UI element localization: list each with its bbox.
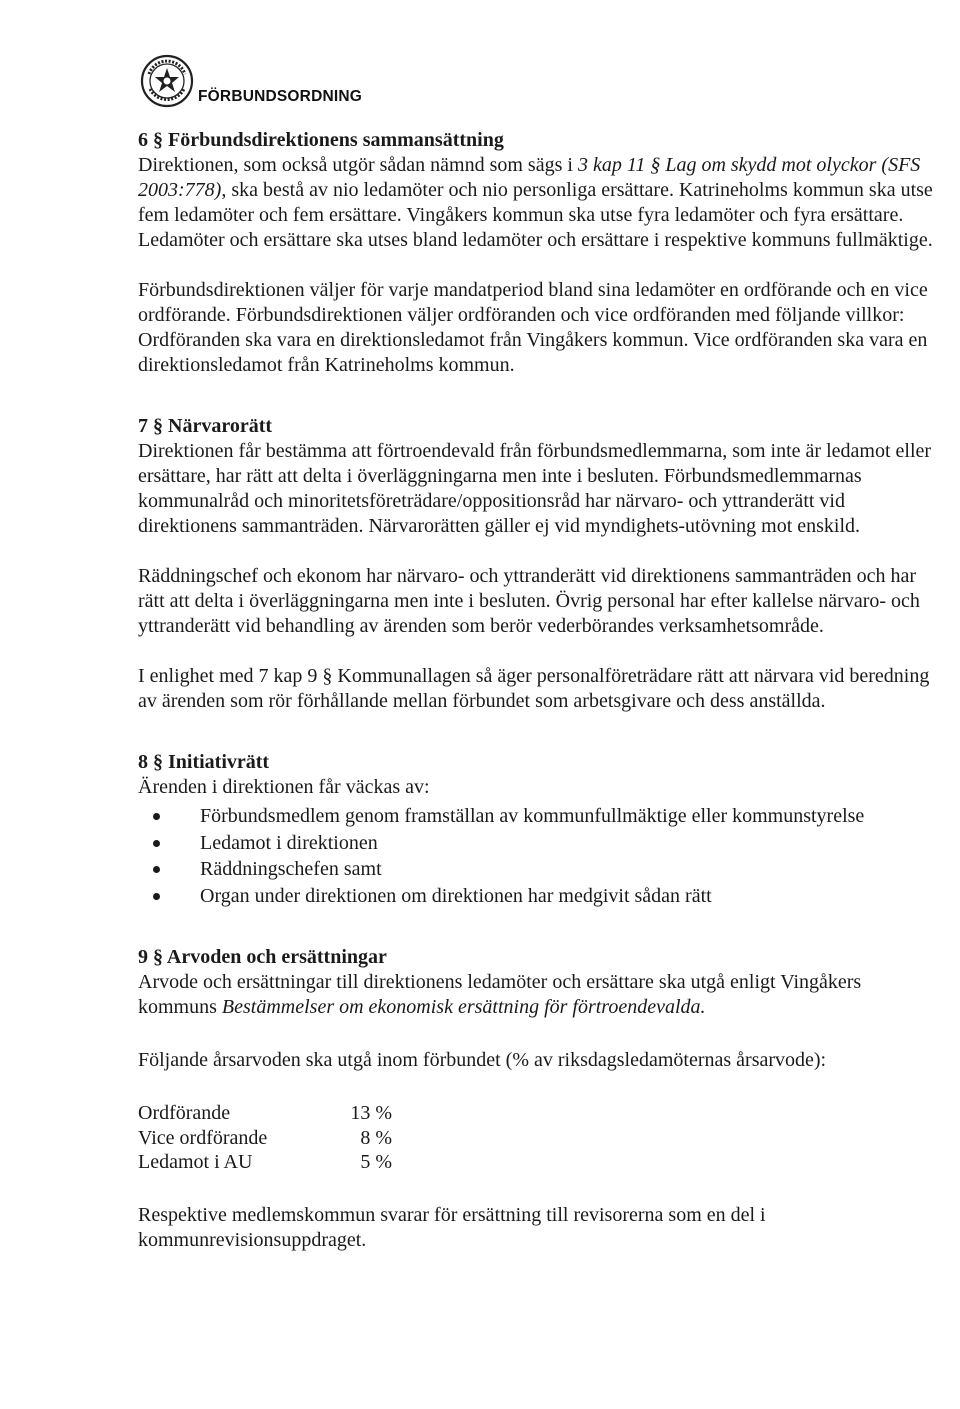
fee-percentage: 5 % [360, 1151, 392, 1173]
section-9-paragraph-1: Arvode och ersättningar till direktionens ledamöter och ersättare ska utgå enligt Vingåkers kommuns Bestämmelser om ekonomisk ersättning för förtroendevalda. [138, 971, 862, 1018]
bullet-icon [153, 893, 160, 900]
list-item: Räddningschefen samt [138, 856, 938, 883]
section-7 [138, 414, 938, 714]
fee-role: Vice ordförande [138, 1126, 268, 1149]
table-row [138, 1126, 392, 1151]
bullet-icon [153, 866, 160, 873]
section-6-paragraph-1: Direktionen, som också utgör sådan nämnd som sägs i 3 kap 11 § Lag om skydd mot olyckor (SFS 2003:778), ska bestå av nio ledamöter och nio personliga ersättare. Katrineholms kommun ska utse fem ledamöter och fem ersättare. Vingåkers kommun ska utse fyra ledamöter och fyra ersättare. Ledamöter och ersättare ska utses bland ledamöter och ersättare i respektive kommuns fullmäktige. [138, 154, 933, 251]
section-8-intro: Ärenden i direktionen får väckas av: [138, 776, 430, 798]
section-7-paragraph-1: Direktionen får bestämma att förtroendevald från förbundsmedlemmarna, som inte är ledamot eller ersättare, har rätt att delta i överläggningarna men inte i besluten. Förbundsmedlemmarnas kommunalråd och minoritetsföreträdare/oppositionsråd har närvaro- och yttranderätt vid direktionens sammanträden. Närvarorätten gäller ej vid myndighets-utövning mot enskild. [138, 440, 932, 537]
fee-table [138, 1101, 392, 1175]
section-8 [138, 750, 938, 909]
fee-role: Ordförande [138, 1102, 231, 1124]
bullet-icon [153, 813, 160, 820]
section-6-paragraph-2: Förbundsdirektionen väljer för varje mandatperiod bland sina ledamöter en ordförande och en vice ordförande. Förbundsdirektionen väljer ordföranden och vice ordföranden med följande villkor: Ordföranden ska vara en direktionsledamot från Vingåkers kommun. Vice ordföranden ska vara en direktionsledamot från Katrineholms kommun. [138, 279, 928, 376]
section-9 [138, 945, 938, 1253]
fee-percentage: 8 % [360, 1126, 392, 1149]
table-row [138, 1101, 392, 1126]
fee-role: Ledamot i AU [138, 1151, 253, 1173]
list-item: Ledamot i direktionen [138, 830, 938, 857]
section-7-paragraph-3: I enlighet med 7 kap 9 § Kommunallagen så äger personalföreträdare rätt att närvara vid beredning av ärenden som rör förhållande mellan förbundet som arbetsgivare och dess anställda. [138, 665, 930, 712]
section-6-title: 6 § Förbundsdirektionens sammansättning [138, 129, 504, 151]
association-seal-icon [140, 54, 194, 108]
section-9-title: 9 § Arvoden och ersättningar [138, 946, 387, 968]
list-item: Organ under direktionen om direktionen har medgivit sådan rätt [138, 883, 938, 910]
list-item: Förbundsmedlem genom framställan av kommunfullmäktige eller kommunstyrelse [138, 803, 938, 830]
document-body [138, 128, 938, 1253]
regulation-reference: Bestämmelser om ekonomisk ersättning för förtroendevalda. [221, 996, 706, 1018]
law-reference: 3 kap 11 § Lag om skydd mot olyckor (SFS 2003:778) [138, 154, 921, 201]
section-7-title: 7 § Närvarorätt [138, 415, 273, 437]
section-9-paragraph-3: Respektive medlemskommun svarar för ersättning till revisorerna som en del i kommunrevisionsuppdraget. [138, 1203, 766, 1251]
table-row [138, 1150, 392, 1175]
fee-percentage: 13 % [350, 1102, 392, 1124]
document-header [140, 44, 362, 108]
section-9-paragraph-2: Följande årsarvoden ska utgå inom förbundet (% av riksdagsledamöternas årsarvode): [138, 1049, 827, 1071]
section-8-title: 8 § Initiativrätt [138, 751, 270, 773]
organization-title: FÖRBUNDSORDNING [198, 88, 363, 105]
section-7-paragraph-2: Räddningschef och ekonom har närvaro- och yttranderätt vid direktionens sammanträden och har rätt att delta i överläggningarna men inte i besluten. Övrig personal har efter kallelse närvaro- och yttranderätt vid behandling av ärenden som berör vederbörandes verksamhetsområde. [138, 565, 920, 637]
initiative-list [138, 803, 938, 909]
bullet-icon [153, 840, 160, 847]
section-6 [138, 128, 938, 378]
